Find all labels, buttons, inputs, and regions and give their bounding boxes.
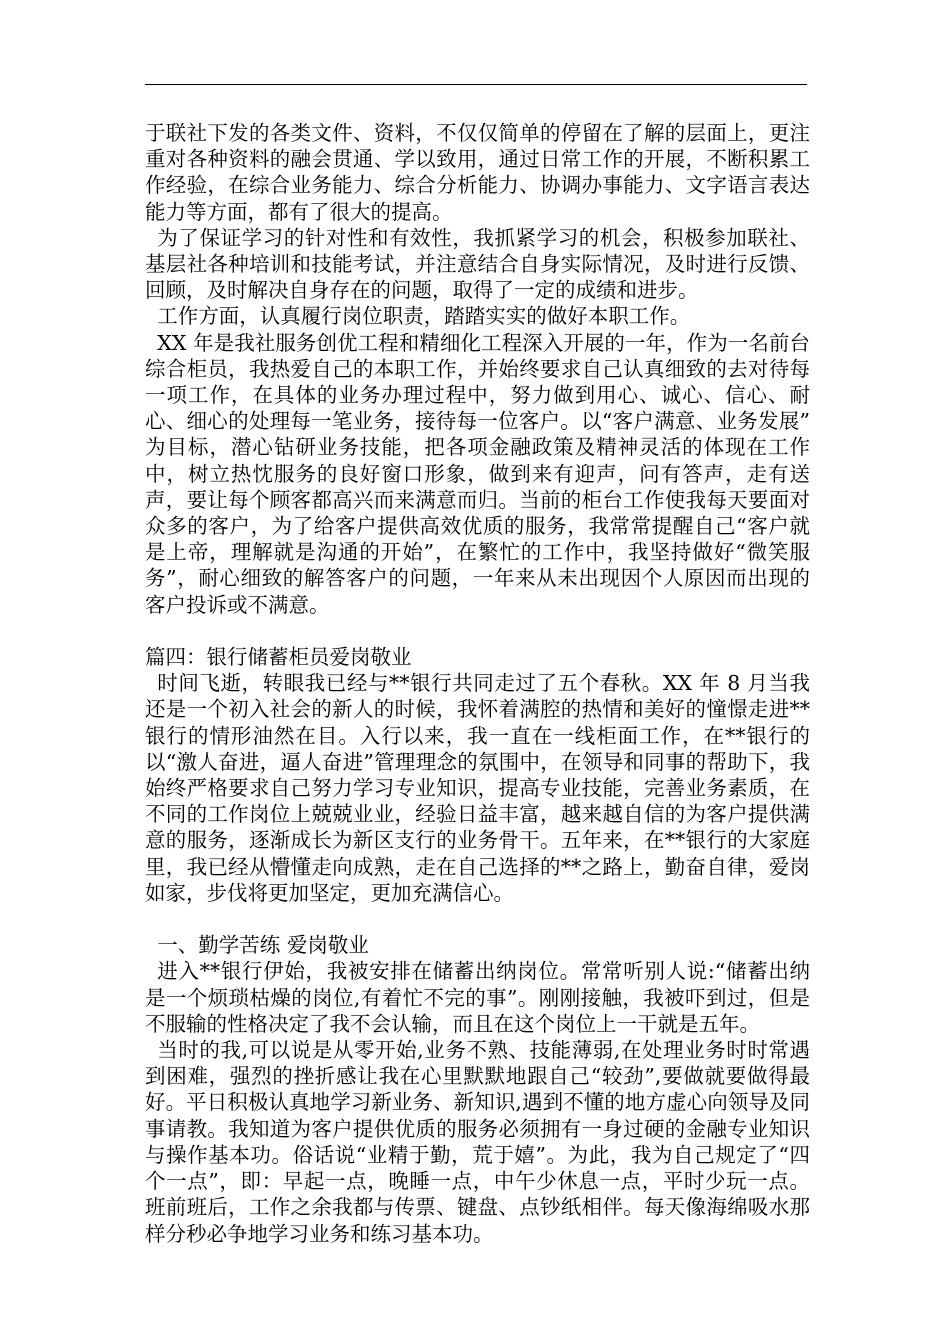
paragraph: XX 年是我社服务创优工程和精细化工程深入开展的一年，作为一名前台综合柜员，我热爱自己的本职工作，并始终要求自己认真细致的去对待每一项工作，在具体的业务办理过程中，努力做到用心、诚心、信心、耐心、细心的处理每一笔业务，接待每一位客户。以“客户满意、业务发展” 为目标，潜心钻研业务技能，把各项金融政策及精神灵活的体现在工作中，树立热忱服务的良好窗口形象，做到来有迎声，问有答声，走有送声，要让每个顾客都高兴而来满意而归。当前的柜台工作使我每天要面对众多的客户，为了给客户提供高效优质的服务，我常常提醒自己“客户就是上帝，理解就是沟通的开始”，在繁忙的工作中，我坚持做好“微笑服务”，耐心细致的解答客户的问题，一年来从未出现因个人原因而出现的客户投诉或不满意。 <box>145 330 810 617</box>
paragraph: 时间飞逝，转眼我已经与**银行共同走过了五个春秋。XX 年 8 月当我还是一个初入社会的新人的时候，我怀着满腔的热情和美好的憧憬走进**银行的情形油然在目。入行以来，我一直在一线柜面工作，在**银行的以“激人奋进，逼人奋进”管理理念的氛围中，在领导和同事的帮助下，我始终严格要求自己努力学习专业知识，提高专业技能，完善业务素质，在不同的工作岗位上兢兢业业，经验日益丰富，越来越自信的为客户提供满意的服务，逐渐成长为新区支行的业务骨干。五年来，在**银行的大家庭里，我已经从懵懂走向成熟，走在自己选择的**之路上，勤奋自律，爱岗如家，步伐将更加坚定，更加充满信心。 <box>145 671 810 905</box>
paragraph: 进入**银行伊始，我被安排在储蓄出纳岗位。常常听别人说:“储蓄出纳是一个烦琐枯燥的岗位,有着忙不完的事”。刚刚接触，我被吓到过，但是不服输的性格决定了我不会认输，而且在这个岗位上一干就是五年。 <box>145 959 810 1036</box>
paragraph: 为了保证学习的针对性和有效性，我抓紧学习的机会，积极参加联社、基层社各种培训和技能考试，并注意结合自身实际情况，及时进行反馈、回顾，及时解决自身存在的问题，取得了一定的成绩和进步。 <box>145 225 810 303</box>
sub-title: 一、勤学苦练 爱岗敬业 <box>157 933 369 958</box>
section-title: 篇四：银行储蓄柜员爱岗敬业 <box>145 645 412 670</box>
header-rule <box>145 84 807 85</box>
paragraph: 于联社下发的各类文件、资料，不仅仅简单的停留在了解的层面上，更注重对各种资料的融会贯通、学以致用，通过日常工作的开展，不断积累工作经验，在综合业务能力、综合分析能力、协调办事能力、文字语言表达能力等方面，都有了很大的提高。 <box>145 121 810 224</box>
paragraph: 当时的我,可以说是从零开始,业务不熟、技能薄弱,在处理业务时时常遇到困难，强烈的挫折感让我在心里默默地跟自己“较劲”,要做就要做得最好。平日积极认真地学习新业务、新知识,遇到不懂的地方虚心向领导及同事请教。我知道为客户提供优质的服务必须拥有一身过硬的金融专业知识与操作基本功。俗话说“业精于勤，荒于嬉”。为此，我为自己规定了“四个一点”，即：早起一点，晚睡一点，中午少休息一点，平时少玩一点。班前班后，工作之余我都与传票、键盘、点钞纸相伴。每天像海绵吸水那样分秒必争地学习业务和练习基本功。 <box>145 1038 810 1246</box>
document-body <box>145 120 810 1247</box>
blank-line <box>145 618 810 644</box>
blank-line <box>145 906 810 932</box>
paragraph: 工作方面，认真履行岗位职责，踏踏实实的做好本职工作。 <box>157 304 691 329</box>
